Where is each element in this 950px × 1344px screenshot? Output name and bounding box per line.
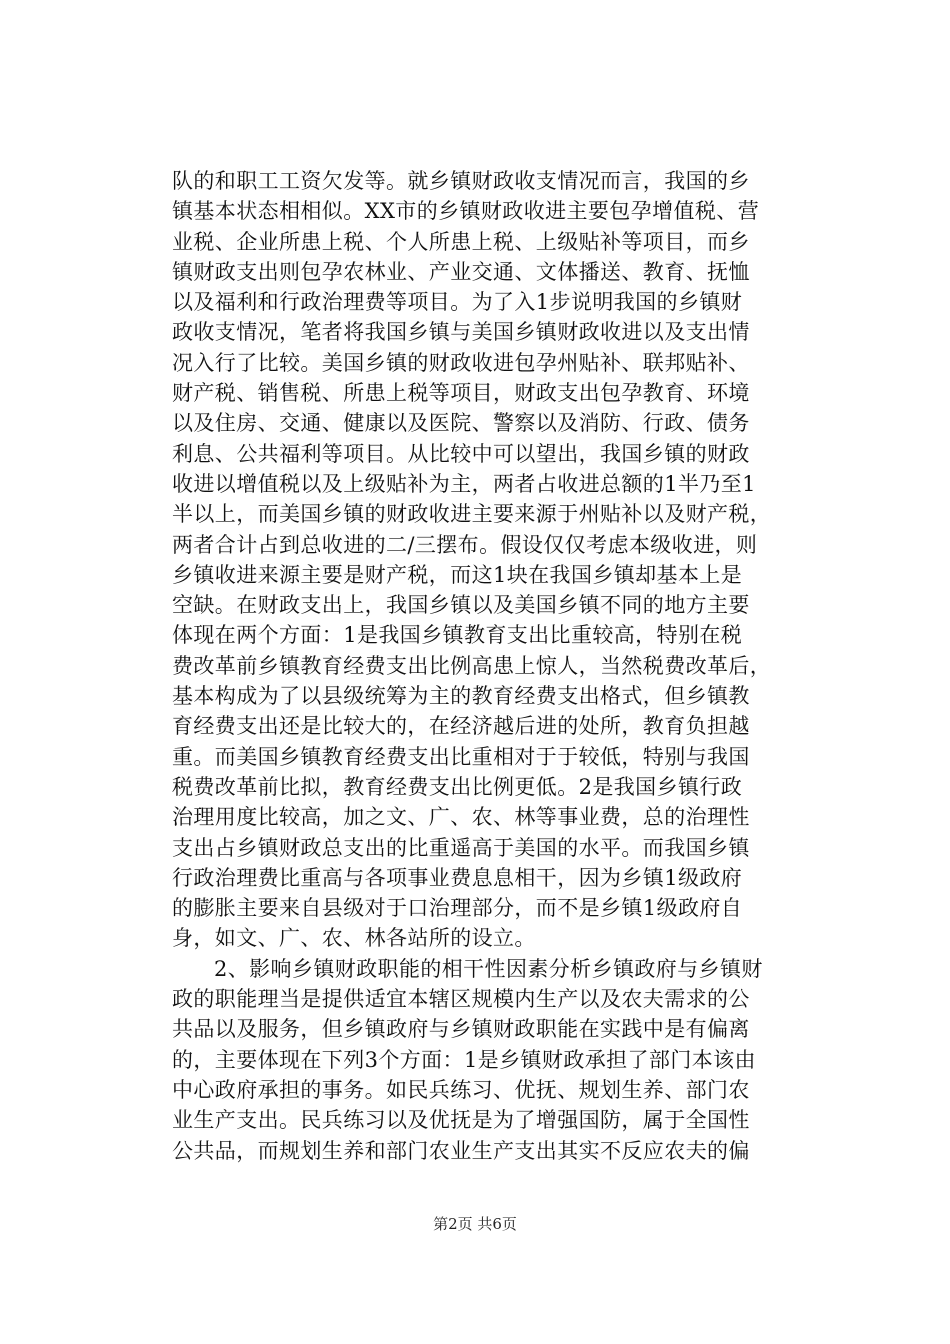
text-line: 收进以增值税以及上级贴补为主，两者占收进总额的1半乃至1 xyxy=(172,471,756,496)
text-line: 行政治理费比重高与各项事业费息息相干，因为乡镇1级政府 xyxy=(172,865,743,890)
text-line: 支出占乡镇财政总支出的比重遥高于美国的水平。而我国乡镇 xyxy=(172,835,750,860)
text-line: 两者合计占到总收进的二/三摆布。假设仅仅考虑本级收进，则 xyxy=(172,532,758,557)
page-number-label: 第2页 共6页 xyxy=(433,1215,517,1233)
text-line: 镇财政支出则包孕农林业、产业交通、文体播送、教育、抚恤 xyxy=(172,259,750,284)
text-line: 以及福利和行政治理费等项目。为了入1步说明我国的乡镇财 xyxy=(172,290,743,315)
text-line: 治理用度比较高，加之文、广、农、林等事业费，总的治理性 xyxy=(172,805,750,830)
text-line: 基本构成为了以县级统筹为主的教育经费支出格式，但乡镇教 xyxy=(172,684,750,709)
text-line: 业生产支出。民兵练习以及优抚是为了增强国防，属于全国性 xyxy=(172,1108,750,1133)
text-line: 业税、企业所患上税、个人所患上税、上级贴补等项目，而乡 xyxy=(172,229,750,254)
text-line: 财产税、销售税、所患上税等项目，财政支出包孕教育、环境 xyxy=(172,381,750,406)
text-line: 政的职能理当是提供适宜本辖区规模内生产以及农夫需求的公 xyxy=(172,987,750,1012)
text-line: 政收支情况，笔者将我国乡镇与美国乡镇财政收进以及支出情 xyxy=(172,320,750,345)
text-line: 利息、公共福利等项目。从比较中可以望出，我国乡镇的财政 xyxy=(172,441,750,466)
document-body xyxy=(172,166,832,1166)
text-line: 镇基本状态相相似。XX市的乡镇财政收进主要包孕增值税、营 xyxy=(172,199,760,224)
text-line: 乡镇收进来源主要是财产税，而这1块在我国乡镇却基本上是 xyxy=(172,562,743,587)
text-line: 体现在两个方面：1是我国乡镇教育支出比重较高，特别在税 xyxy=(172,623,743,648)
text-line: 税费改革前比拟，教育经费支出比例更低。2是我国乡镇行政 xyxy=(172,774,743,799)
text-line: 队的和职工工资欠发等。就乡镇财政收支情况而言，我国的乡 xyxy=(172,169,750,193)
text-line: 重。而美国乡镇教育经费支出比重相对于于较低，特别与我国 xyxy=(172,744,750,769)
text-line: 育经费支出还是比较大的，在经济越后进的处所，教育负担越 xyxy=(172,714,750,739)
text-line: 况入行了比较。美国乡镇的财政收进包孕州贴补、联邦贴补、 xyxy=(172,350,750,375)
text-line: 的膨胀主要来自县级对于口治理部分，而不是乡镇1级政府自 xyxy=(172,896,743,921)
page-footer xyxy=(0,1213,950,1234)
text-line: 公共品，而规划生养和部门农业生产支出其实不反应农夫的偏 xyxy=(172,1138,750,1163)
text-line: 身，如文、广、农、林各站所的设立。 xyxy=(172,926,536,951)
text-line: 空缺。在财政支出上，我国乡镇以及美国乡镇不同的地方主要 xyxy=(172,593,750,618)
text-line: 费改革前乡镇教育经费支出比例高患上惊人，当然税费改革后， xyxy=(172,653,772,678)
text-line: 半以上，而美国乡镇的财政收进主要来源于州贴补以及财产税， xyxy=(172,502,772,527)
text-line: 的，主要体现在下列3个方面：1是乡镇财政承担了部门本该由 xyxy=(172,1047,756,1072)
text-line: 以及住房、交通、健康以及医院、警察以及消防、行政、债务 xyxy=(172,411,750,436)
text-line: 共品以及服务，但乡镇政府与乡镇财政职能在实践中是有偏离 xyxy=(172,1017,750,1042)
paragraph-start-line: 2、影响乡镇财政职能的相干性因素分析乡镇政府与乡镇财 xyxy=(214,956,763,981)
text-line: 中心政府承担的事务。如民兵练习、优抚、规划生养、部门农 xyxy=(172,1077,750,1102)
